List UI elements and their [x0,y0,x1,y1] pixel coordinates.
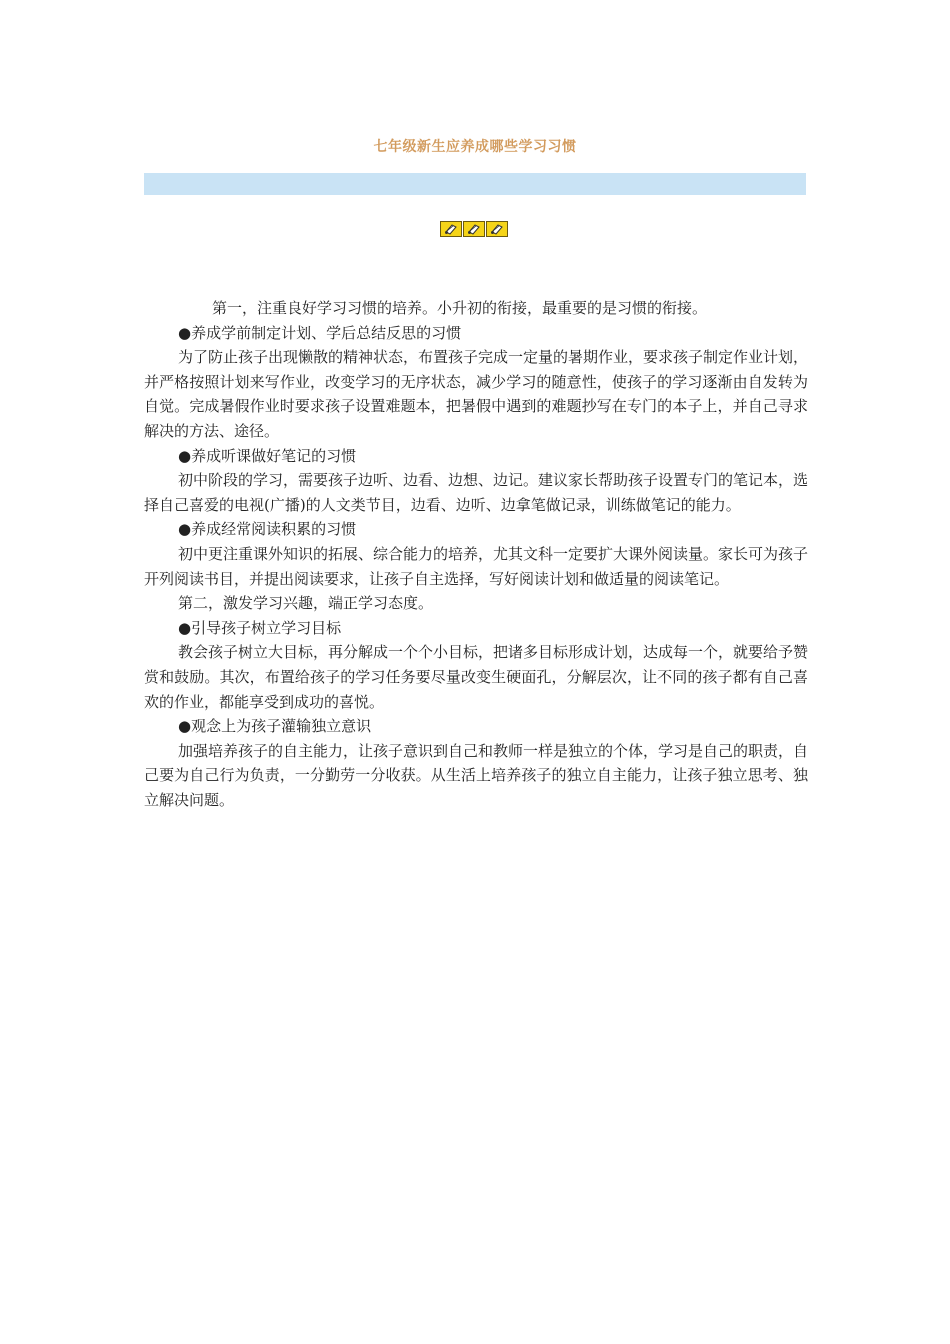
paragraph: 初中更注重课外知识的拓展、综合能力的培养，尤其文科一定要扩大课外阅读量。家长可为孩子开列阅读书目，并提出阅读要求，让孩子自主选择，写好阅读计划和做适量的阅读笔记。 [144,544,809,588]
section-heading: ●引导孩子树立学习目标 [178,618,342,637]
section-heading: ●养成听课做好笔记的习惯 [178,446,357,465]
article-body [144,296,808,812]
title-banner [144,173,806,195]
paragraph: 为了防止孩子出现懒散的精神状态，布置孩子完成一定量的暑期作业，要求孩子制定作业计划，并严格按照计划来写作业，改变学习的无序状态，减少学习的随意性，使孩子的学习逐渐由自发转为自觉。完成暑假作业时要求孩子设置难题本，把暑假中遇到的难题抄写在专门的本子上，并自己寻求解决的方法、途径。 [144,348,809,440]
paragraph: 第一，注重良好学习习惯的培养。小升初的衔接，最重要的是习惯的衔接。 [212,299,708,317]
decorative-icons [440,221,508,237]
section-heading: ●观念上为孩子灌输独立意识 [178,717,372,736]
paragraph: 加强培养孩子的自主能力，让孩子意识到自己和教师一样是独立的个体，学习是自己的职责，自己要为自己行为负责，一分勤劳一分收获。从生活上培养孩子的独立自主能力，让孩子独立思考、独立解决问题。 [144,741,809,809]
scroll-icon [440,221,462,237]
paragraph: 第二，激发学习兴趣，端正学习态度。 [178,594,434,613]
scroll-icon [486,221,508,237]
paragraph: 初中阶段的学习，需要孩子边听、边看、边想、边记。建议家长帮助孩子设置专门的笔记本，选择自己喜爱的电视(广播)的人文类节目，边看、边听、边拿笔做记录，训练做笔记的能力。 [144,471,809,514]
section-heading: ●养成学前制定计划、学后总结反思的习惯 [178,323,462,342]
section-heading: ●养成经常阅读积累的习惯 [178,520,357,539]
scroll-icon [463,221,485,237]
paragraph: 教会孩子树立大目标，再分解成一个个小目标，把诸多目标形成计划，达成每一个，就要给予赞赏和鼓励。其次，布置给孩子的学习任务要尽量改变生硬面孔，分解层次，让不同的孩子都有自己喜欢的作业，都能享受到成功的喜悦。 [144,643,809,711]
page-title: 七年级新生应养成哪些学习习惯 [373,139,577,155]
